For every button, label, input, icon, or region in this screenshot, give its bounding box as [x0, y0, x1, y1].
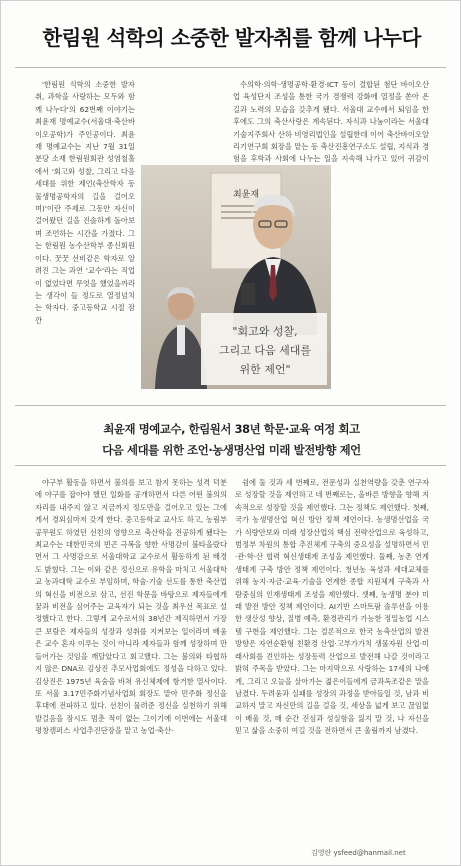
top-right-narrow-column [337, 167, 429, 389]
banner-quote-line-3: 위한 제언" [239, 363, 291, 376]
byline: 김영란 ysfeed@hanmail.net [311, 849, 406, 857]
banner-quote-line-2: 그리고 다음 세대를 [218, 344, 312, 357]
bottom-right-paragraph: 쉼에 둘 것과 세 번째로, 전문성과 실천역량을 갖춘 연구자로 성장할 것을 제언하고 네 번째로는, 올바른 방향을 향해 지속적으로 성장할 것을 제언했다. 그는 정책도 제언했다. 첫째, 국가 농생명산업 혁신 방안 정책 제언이다. 농생명산업을 국가 식량안보와 미래 성장산업의 핵심 전략산업으로 육성하고, 범정부 차원의 통합 추진체계 구축의 중요성을 설명하면서 민·관·학·산 협력 혁신생태계 조성을 제언했다. 둘째, 농촌 연계생태계 구축 방안 정책 제언이다. 청년농 육성과 세대교체를 위해 농지·자금·교육·기술을 연계한 종합 지원체계 구축과 사람중심의 인재생태계 조성을 제안했다. 셋째, 농생명 분야 미래 발전 방안 정책 제언이다. AI기반 스마트팜 솔루션을 이용한 생산성 향상, 질병 예측, 환경관리가 가능한 정밀농업 시스템 구현을 제언했다. 그는 결론적으로 한국 농축산업의 발전 방향은 자연순환형 친환경 산업·고부가가치 생물자원 산업·미래사회를 견인하는 성장동력 산업으로 발전해 나갈 것이라고 밝혀 주목을 받았다. 그는 마지막으로 사랑하는 17세의 나에게, 그리고 오늘을 살아가는 젊은이들에게 금과옥조같은 말을 남겼다. 두려움과 실패를 성장의 과정을 받아들일 것, 남과 비교하지 말고 자신만의 길을 걸을 것, 세상을 넓게 보고 끊임없이 배울 것, 매 순간 진심과 성실함을 잃지 말 것, 나 자신을 믿고 삶을 소중히 여길 것을 전하면서 큰 울림까지 남겼다. [235, 478, 429, 736]
subhead-bottom-divider [15, 465, 446, 466]
top-left-column [35, 79, 135, 401]
bottom-right-column [235, 477, 429, 839]
subhead-top-divider [15, 405, 446, 406]
lecture-photo [141, 165, 331, 389]
bottom-left-column [35, 477, 227, 847]
subhead-line-1: 최윤재 명예교수, 한림원서 38년 학문·교육 여정 회고 [103, 422, 360, 436]
top-right-column [233, 79, 429, 165]
headline-divider [15, 67, 446, 68]
banner-quote-line-1: "회고와 성찰, [232, 325, 298, 338]
top-right-paragraph: 수의학·의학·생명공학·환경·ICT 등이 결합된 첨단 바이오산업 육성단지 조성을 통한 국가 경쟁력 강화에 열정을 쏟아 온 길과 노력의 모습을 갖추게 됐다. 서울대 교수에서 퇴임을 한 후에도 그의 축산사랑은 계속된다. 자식과 나눔이라는 서울대 기술지주회사 산하 비영리법인을 설립한데 이어 축산바이오알리기연구회 회장을 맡는 등 축산진흥연구소도 설립, 지식과 경험을 후학과 사회에 나누는 일을 지속해 나가고 있어 귀감이 [233, 80, 429, 164]
headline: 한림원 석학의 소중한 발자취를 함께 나누다 [42, 26, 421, 50]
bottom-left-paragraph: 야구부 활동을 하면서 불의를 보고 참지 못하는 성격 덕분에 야구를 잡아야 했던 일화를 공개하면서 다른 어떤 불의의 자리를 내주지 않고 지금까지 정도만을 걸어오고 있는 그에게서 경외심마저 갖게 한다. 중고등학교 교사도 하고, 농림부 공무원도 하였던 선친의 영향으로 축산학을 전공하게 됐다는 최교수는 대한민국의 빈곤 극복을 향한 사명감이 불타올랐다면서 그 사명감으로 서울대학교 교수로서 활동하게 된 배경도 밝혔다. 그는 이와 같은 정신으로 유학을 마치고 서울대학교 농과대학 교수로 부임하며, 학술·기술 선도를 통한 축산업의 혁신을 비전으로 삼고, 선진 학문을 바탕으로 제자들에게 꿈과 비전을 심어주는 교육자가 되는 것을 최우선 목표로 설정했다고 한다. 그렇게 교수로서의 38년간 재직하면서 가장 큰 보람은 제자들의 성장과 성취를 지켜보는 일이라며 배움은 교수 혼자 이루는 것이 아니라 제자들과 함께 성장하며 만들어가는 것임을 깨달았다고 회고했다. 그는 불의와 타협하지 않은 DNA로 김상진 추모사업회에도 정성을 다하고 있다. 김상진은 1975년 육숨을 바쳐 유신체제에 항거한 열사이다. 또 서울 3.17민주화기념사업회 회장도 맡아 민주화 정신을 후대에 전파하고 있다. 선친이 물려준 정신을 실천하기 위해 발걸음을 잠시도 멈춘 적이 없는 그이기에 이번에는 서울대 평창캠퍼스 사업추진단장을 맡고 농업·축산· [35, 478, 227, 736]
lecture-photo-illustration [141, 165, 331, 389]
subhead-line-2: 다음 세대를 위한 조언·농생명산업 미래 발전방향 제언 [102, 443, 361, 457]
top-left-paragraph: '한림원 석학의 소중한 발자취, 과학을 사랑하는 모두와 함께 나누다'의 62번째 이야기는 최윤재 명예교수(서울대·축산바이오공학)가 주인공이다. 최윤재 명예교수는 지난 7월 31일 분당 소재 한림원회관 성염철홀에서 '회고와 성찰, 그리고 다음 세대를 위한 제언(축산학자 동물생명공학자의 길을 걸어오며)'이란 주제로 그동안 자신이 걸어왔던 길을 진솔하게 돌아보며 조언하는 시간을 가졌다. 그는 한림원 농수산학부 종신회원이다. 꿋꿋 선비같은 학자로 알려진 그는 과연 '교수'라는 직업이 없었다면 무엇을 했었을까라는 생각이 들 정도로 열정넘치는 학자다. 중고등학교 시절 잠깐 [35, 80, 135, 325]
book-title: 최윤재 [232, 190, 260, 200]
